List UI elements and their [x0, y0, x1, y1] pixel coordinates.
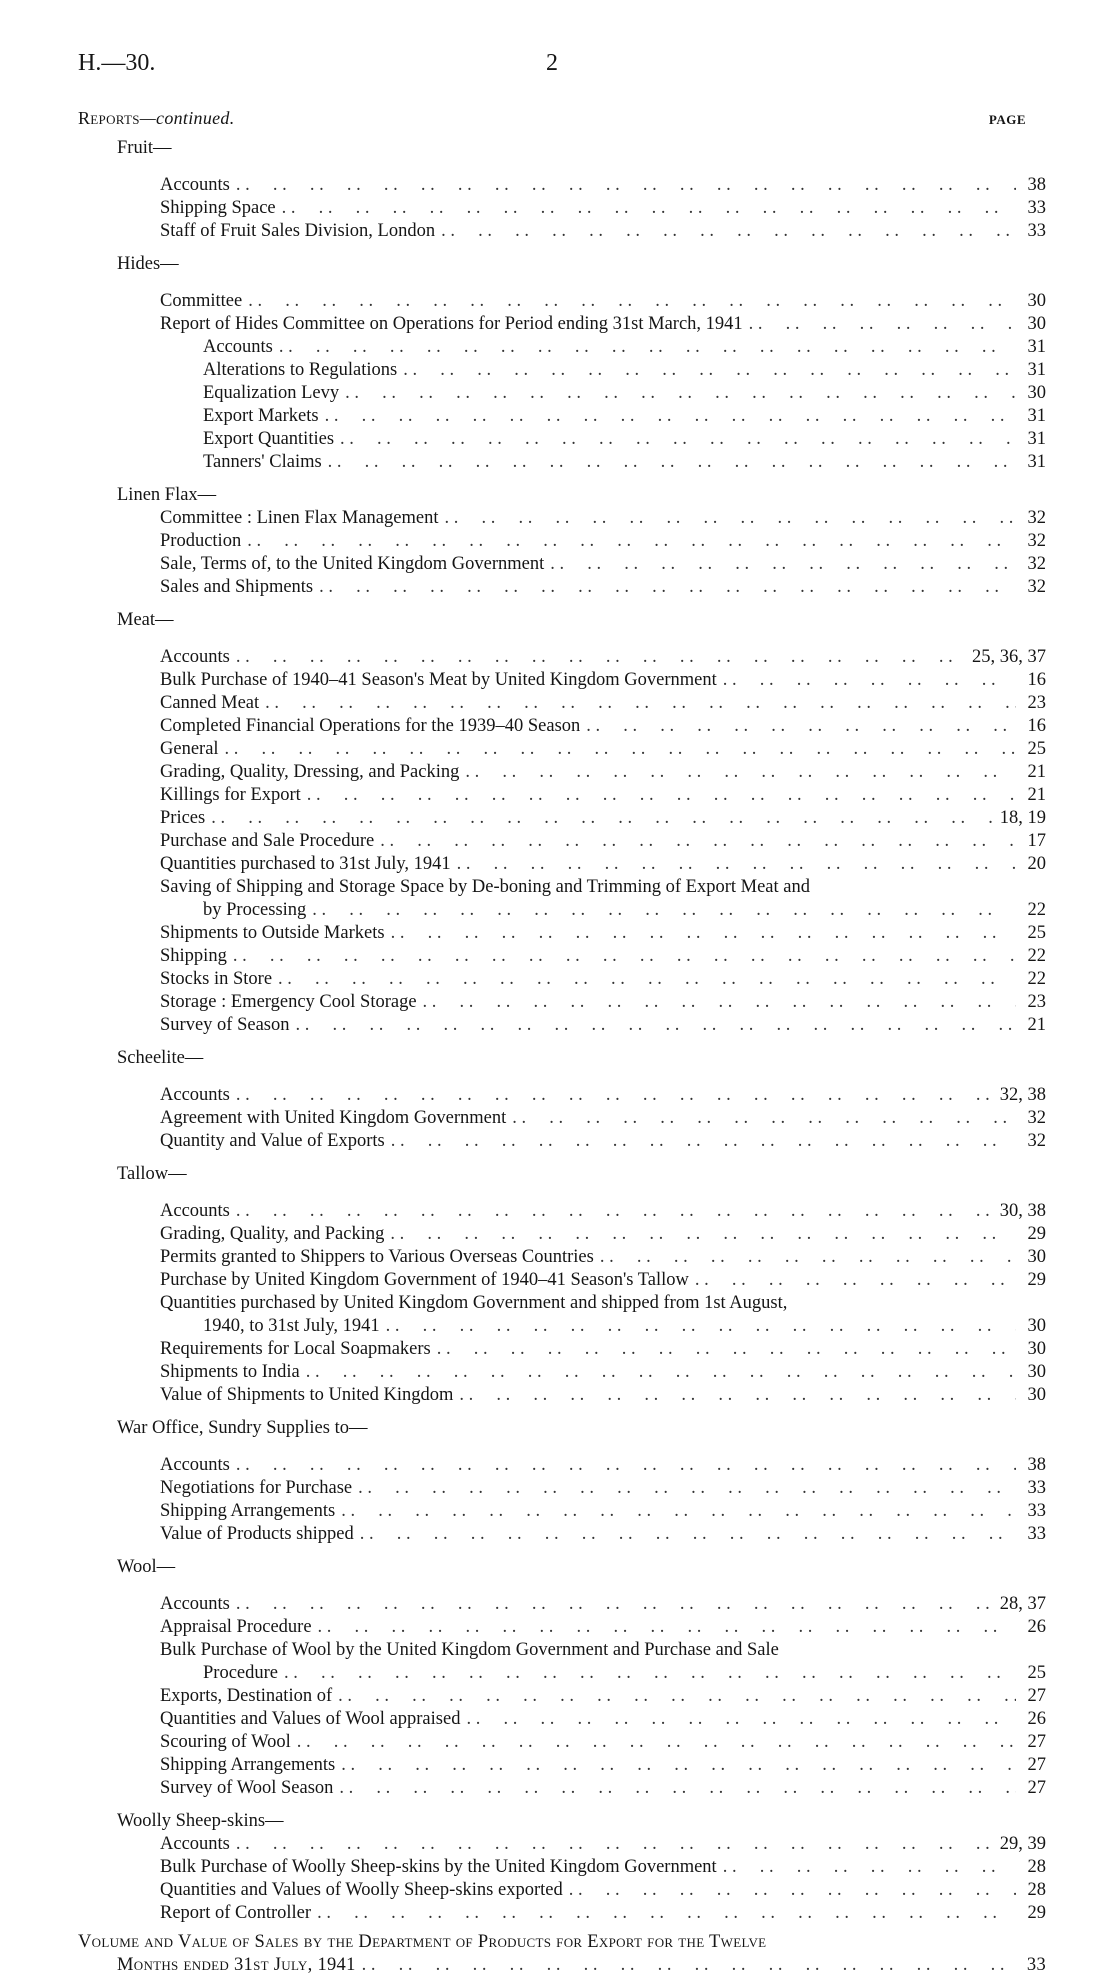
entry-label: Accounts	[160, 1455, 230, 1475]
toc-entry	[160, 575, 1046, 599]
entry-label: Quantity and Value of Exports	[160, 1131, 385, 1151]
entry-page: 22	[1027, 969, 1046, 989]
entry-page: 32	[1027, 1108, 1046, 1128]
entry-label: Shipments to Outside Markets	[160, 923, 385, 943]
entry-label: Appraisal Procedure	[160, 1617, 312, 1637]
entry-label: Bulk Purchase of Woolly Sheep-skins by the United Kingdom Government	[160, 1857, 717, 1877]
leader-dots	[358, 1476, 1016, 1500]
entry-page: 21	[1027, 785, 1046, 805]
entry-label: Value of Products shipped	[160, 1524, 354, 1544]
toc-entry	[160, 1855, 1046, 1879]
entry-label: Accounts	[160, 1085, 230, 1105]
entry-label: Survey of Wool Season	[160, 1778, 334, 1798]
toc-entry	[203, 427, 1046, 451]
entry-label: Committee : Linen Flax Management	[160, 508, 439, 528]
leader-dots	[278, 967, 1016, 991]
entry-line-text: Quantities purchased by United Kingdom Government and shipped from 1st August,	[160, 1293, 788, 1313]
toc-entry	[203, 381, 1046, 405]
toc-entry	[160, 668, 1046, 692]
leader-dots	[225, 737, 1016, 761]
toc-entry	[160, 552, 1046, 576]
final-entry-line2	[117, 1953, 1046, 1977]
entry-label: Quantities and Values of Woolly Sheep-skins exported	[160, 1880, 563, 1900]
leader-dots	[236, 1083, 994, 1107]
entry-page: 28	[1027, 1857, 1046, 1877]
leader-dots	[265, 691, 1016, 715]
toc-entry	[203, 358, 1046, 382]
entry-page: 16	[1027, 716, 1046, 736]
entry-page: 23	[1027, 693, 1046, 713]
entry-label: Survey of Season	[160, 1015, 290, 1035]
entry-label: Purchase and Sale Procedure	[160, 831, 375, 851]
page-number: 2	[546, 50, 558, 76]
leader-dots	[391, 921, 1016, 945]
toc-entry	[160, 829, 1046, 853]
entry-page: 30	[1027, 1385, 1046, 1405]
entry-page: 33	[1027, 1501, 1046, 1521]
leader-dots	[723, 668, 1016, 692]
leader-dots	[325, 404, 1016, 428]
entry-page: 23	[1027, 992, 1046, 1012]
entry-label: Quantities purchased to 31st July, 1941	[160, 854, 451, 874]
toc-entry	[160, 1499, 1046, 1523]
leader-dots	[284, 1661, 1016, 1685]
entry-continued	[203, 1314, 1046, 1338]
entry-page: 20	[1027, 854, 1046, 874]
leader-dots	[444, 506, 1016, 530]
toc-entry	[160, 737, 1046, 761]
entry-label: Exports, Destination of	[160, 1686, 333, 1706]
entry-label: Staff of Fruit Sales Division, London	[160, 221, 436, 241]
entry-page: 17	[1027, 831, 1046, 851]
leader-dots	[236, 1199, 994, 1223]
leader-dots	[437, 1337, 1016, 1361]
entry-label: Prices	[160, 808, 206, 828]
entry-page: 25	[1027, 1663, 1046, 1683]
leader-dots	[695, 1268, 1016, 1292]
entry-page: 38	[1027, 175, 1046, 195]
leader-dots	[319, 575, 1016, 599]
page-column-label: PAGE	[988, 112, 1026, 127]
entry-page: 25	[1027, 923, 1046, 943]
leader-dots	[391, 1129, 1016, 1153]
leader-dots	[295, 1013, 1016, 1037]
final-entry-line1	[78, 1930, 766, 1954]
entry-label: Stocks in Store	[160, 969, 273, 989]
leader-dots	[282, 196, 1016, 220]
leader-dots	[723, 1855, 1016, 1879]
leader-dots	[341, 1499, 1016, 1523]
leader-dots	[338, 1684, 1016, 1708]
entry-label: Completed Financial Operations for the 1939–40 Season	[160, 716, 581, 736]
entry-page: 28	[1027, 1880, 1046, 1900]
entry-page: 31	[1027, 360, 1046, 380]
section-heading-text: Woolly Sheep-skins—	[117, 1811, 284, 1831]
entry-page: 32	[1027, 508, 1046, 528]
entry-line-text: Bulk Purchase of Wool by the United Kingdom Government and Purchase and Sale	[160, 1640, 779, 1660]
entry-page: 31	[1027, 337, 1046, 357]
entry-page: 32	[1027, 1131, 1046, 1151]
entry-label: Grading, Quality, Dressing, and Packing	[160, 762, 460, 782]
section-heading-text: War Office, Sundry Supplies to—	[117, 1418, 368, 1438]
entry-label: Report of Controller	[160, 1903, 312, 1923]
entry-label: Export Markets	[203, 406, 319, 426]
reports-title: Reports	[78, 108, 140, 128]
entry-page: 31	[1027, 429, 1046, 449]
toc-entry	[160, 506, 1046, 530]
leader-dots	[362, 1953, 1016, 1977]
entry-page: 32	[1027, 531, 1046, 551]
toc-entry	[160, 714, 1046, 738]
entry-label: Canned Meat	[160, 693, 260, 713]
entry-page: 29	[1027, 1224, 1046, 1244]
leader-dots	[586, 714, 1016, 738]
section-heading-text: Fruit—	[117, 138, 172, 158]
entry-label: Report of Hides Committee on Operations for Period ending 31st March, 1941	[160, 314, 743, 334]
entry-label: Sale, Terms of, to the United Kingdom Government	[160, 554, 545, 574]
entry-page: 27	[1027, 1732, 1046, 1752]
entry-page: 30	[1027, 383, 1046, 403]
section-heading	[117, 1809, 284, 1833]
toc-entry	[160, 1878, 1046, 1902]
toc-entry	[160, 1730, 1046, 1754]
toc-entry	[160, 1684, 1046, 1708]
entry-label: Permits granted to Shippers to Various Overseas Countries	[160, 1247, 594, 1267]
entry-label: Production	[160, 531, 242, 551]
toc-entry	[160, 691, 1046, 715]
entry-page: 21	[1027, 762, 1046, 782]
leader-dots	[345, 381, 1016, 405]
toc-entry	[160, 1383, 1046, 1407]
toc-entry	[203, 450, 1046, 474]
toc-entry	[160, 806, 1046, 830]
entry-page: 29	[1027, 1903, 1046, 1923]
toc-entry	[160, 1360, 1046, 1384]
section-heading	[117, 252, 179, 276]
entry-label: Export Quantities	[203, 429, 335, 449]
leader-dots	[236, 1453, 1016, 1477]
entry-label: 1940, to 31st July, 1941	[203, 1316, 380, 1336]
leader-dots	[600, 1245, 1016, 1269]
entry-page: 30	[1027, 1247, 1046, 1267]
toc-entry	[160, 1222, 1046, 1246]
entry-page: 27	[1027, 1755, 1046, 1775]
toc-entry	[160, 529, 1046, 553]
entry-label: Accounts	[203, 337, 273, 357]
section-heading-text: Scheelite—	[117, 1048, 204, 1068]
reports-suffix: —continued.	[139, 108, 235, 128]
leader-dots	[247, 529, 1016, 553]
entry-label: Quantities and Values of Wool appraised	[160, 1709, 461, 1729]
leader-dots	[466, 1707, 1016, 1731]
entry-line-text: Saving of Shipping and Storage Space by De-boning and Trimming of Export Meat and	[160, 877, 810, 897]
toc-entry	[160, 1013, 1046, 1037]
leader-dots	[297, 1730, 1016, 1754]
entry-page: 33	[1027, 221, 1046, 241]
toc-entry	[160, 196, 1046, 220]
leader-dots	[465, 760, 1016, 784]
leader-dots	[457, 852, 1016, 876]
entry-page: 31	[1027, 406, 1046, 426]
leader-dots	[233, 944, 1016, 968]
entry-label: Committee	[160, 291, 243, 311]
leader-dots	[236, 645, 966, 669]
entry-label: Grading, Quality, and Packing	[160, 1224, 385, 1244]
entry-label: Shipping Space	[160, 198, 276, 218]
entry-label: Accounts	[160, 175, 230, 195]
leader-dots	[236, 1832, 994, 1856]
leader-dots	[306, 1360, 1016, 1384]
entry-label: Scouring of Wool	[160, 1732, 291, 1752]
entry-label: Bulk Purchase of 1940–41 Season's Meat by United Kingdom Government	[160, 670, 717, 690]
entry-label: Accounts	[160, 1594, 230, 1614]
entry-page: 27	[1027, 1778, 1046, 1798]
entry-label: Negotiations for Purchase	[160, 1478, 353, 1498]
toc-entry	[160, 1337, 1046, 1361]
leader-dots	[341, 1753, 1016, 1777]
entry-page: 32, 38	[999, 1085, 1046, 1105]
entry-label: Accounts	[160, 1834, 230, 1854]
entry-page: 18, 19	[999, 808, 1046, 828]
toc-entry	[160, 1901, 1046, 1925]
entry-page: 26	[1027, 1617, 1046, 1637]
leader-dots	[340, 427, 1016, 451]
toc-entry	[160, 219, 1046, 243]
toc-entry	[160, 921, 1046, 945]
page-header-id: H.—30.	[78, 50, 156, 76]
entry-label: Sales and Shipments	[160, 577, 314, 597]
toc-entry	[160, 312, 1046, 336]
entry-page: 16	[1027, 670, 1046, 690]
toc-entry	[160, 1615, 1046, 1639]
entry-page: 26	[1027, 1709, 1046, 1729]
leader-dots	[749, 312, 1016, 336]
leader-dots	[403, 358, 1016, 382]
toc-entry	[160, 1707, 1046, 1731]
entry-page: 38	[1027, 1455, 1046, 1475]
leader-dots	[307, 783, 1016, 807]
leader-dots	[423, 990, 1016, 1014]
entry-label: Accounts	[160, 1201, 230, 1221]
entry-label: Killings for Export	[160, 785, 301, 805]
toc-entry	[160, 1129, 1046, 1153]
toc-entry	[203, 404, 1046, 428]
entry-page: 32	[1027, 577, 1046, 597]
final-entry-text: Months ended 31st July, 1941	[117, 1955, 356, 1975]
toc-entry	[160, 990, 1046, 1014]
section-heading-text: Hides—	[117, 254, 179, 274]
entry-label: Value of Shipments to United Kingdom	[160, 1385, 454, 1405]
entry-label: Agreement with United Kingdom Government	[160, 1108, 507, 1128]
toc-entry	[160, 645, 1046, 669]
toc-entry	[160, 1199, 1046, 1223]
leader-dots	[211, 806, 994, 830]
entry-page: 33	[1027, 1478, 1046, 1498]
entry-line	[160, 1638, 779, 1662]
entry-page: 30	[1027, 1316, 1046, 1336]
entry-page: 30	[1027, 291, 1046, 311]
section-heading-text: Tallow—	[117, 1164, 187, 1184]
leader-dots	[339, 1776, 1016, 1800]
entry-label: Shipping	[160, 946, 227, 966]
leader-dots	[380, 829, 1016, 853]
leader-dots	[248, 289, 1016, 313]
toc-entry	[160, 1592, 1046, 1616]
entry-page: 30	[1027, 314, 1046, 334]
entry-label: Procedure	[203, 1663, 278, 1683]
section-heading	[117, 1046, 203, 1070]
entry-page: 25	[1027, 739, 1046, 759]
toc-entry	[160, 944, 1046, 968]
section-heading	[117, 608, 174, 632]
toc-entry	[160, 1776, 1046, 1800]
entry-page: 33	[1027, 198, 1046, 218]
toc-entry	[160, 967, 1046, 991]
entry-label: by Processing	[203, 900, 307, 920]
entry-label: Requirements for Local Soapmakers	[160, 1339, 431, 1359]
entry-label: Shipping Arrangements	[160, 1501, 336, 1521]
entry-label: General	[160, 739, 219, 759]
entry-label: Alterations to Regulations	[203, 360, 398, 380]
leader-dots	[279, 335, 1016, 359]
section-heading-text: Wool—	[117, 1557, 176, 1577]
section-heading-text: Meat—	[117, 610, 174, 630]
leader-dots	[386, 1314, 1016, 1338]
entry-page: 25, 36, 37	[972, 647, 1046, 667]
toc-entry	[160, 1106, 1046, 1130]
entry-page: 29, 39	[999, 1834, 1046, 1854]
leader-dots	[441, 219, 1016, 243]
leader-dots	[390, 1222, 1016, 1246]
entry-page: 33	[1027, 1524, 1046, 1544]
toc-entry	[160, 1476, 1046, 1500]
entry-page: 21	[1027, 1015, 1046, 1035]
entry-page: 31	[1027, 452, 1046, 472]
entry-line	[160, 1291, 787, 1315]
leader-dots	[550, 552, 1016, 576]
entry-page: 30, 38	[999, 1201, 1046, 1221]
section-heading-text: Linen Flax—	[117, 485, 217, 505]
entry-page: 27	[1027, 1686, 1046, 1706]
entry-label: Tanners' Claims	[203, 452, 322, 472]
toc-entry	[160, 1522, 1046, 1546]
section-heading	[117, 1555, 175, 1579]
leader-dots	[318, 1615, 1016, 1639]
toc-entry	[160, 1453, 1046, 1477]
entry-page: 22	[1027, 900, 1046, 920]
entry-label: Purchase by United Kingdom Government of 1940–41 Season's Tallow	[160, 1270, 689, 1290]
entry-label: Equalization Levy	[203, 383, 340, 403]
toc-entry	[160, 1083, 1046, 1107]
leader-dots	[328, 450, 1016, 474]
section-heading	[117, 1416, 367, 1440]
toc-entry	[203, 335, 1046, 359]
entry-line	[160, 875, 810, 899]
entry-label: Storage : Emergency Cool Storage	[160, 992, 417, 1012]
leader-dots	[459, 1383, 1016, 1407]
toc-entry	[160, 173, 1046, 197]
toc-entry	[160, 783, 1046, 807]
section-heading	[117, 1162, 187, 1186]
entry-page: 22	[1027, 946, 1046, 966]
toc-entry	[160, 1268, 1046, 1292]
leader-dots	[312, 898, 1016, 922]
leader-dots	[360, 1522, 1016, 1546]
entry-label: Shipments to India	[160, 1362, 300, 1382]
section-heading	[117, 483, 216, 507]
section-heading	[117, 136, 171, 160]
leader-dots	[236, 1592, 994, 1616]
entry-page: 30	[1027, 1339, 1046, 1359]
entry-page: 30	[1027, 1362, 1046, 1382]
toc-entry	[160, 1245, 1046, 1269]
final-entry-text: Volume and Value of Sales by the Department of Products for Export for the Twelve	[78, 1932, 767, 1952]
final-entry-page: 33	[1026, 1955, 1046, 1975]
toc-entry	[160, 852, 1046, 876]
entry-label: Accounts	[160, 647, 230, 667]
entry-page: 29	[1027, 1270, 1046, 1290]
entry-continued	[203, 898, 1046, 922]
entry-label: Shipping Arrangements	[160, 1755, 336, 1775]
toc-entry	[160, 760, 1046, 784]
toc-entry	[160, 1753, 1046, 1777]
entry-page: 28, 37	[999, 1594, 1046, 1614]
toc-entry	[160, 1832, 1046, 1856]
toc-entry	[160, 289, 1046, 313]
leader-dots	[236, 173, 1016, 197]
leader-dots	[512, 1106, 1016, 1130]
entry-page: 32	[1027, 554, 1046, 574]
leader-dots	[317, 1901, 1016, 1925]
entry-continued	[203, 1661, 1046, 1685]
leader-dots	[569, 1878, 1016, 1902]
